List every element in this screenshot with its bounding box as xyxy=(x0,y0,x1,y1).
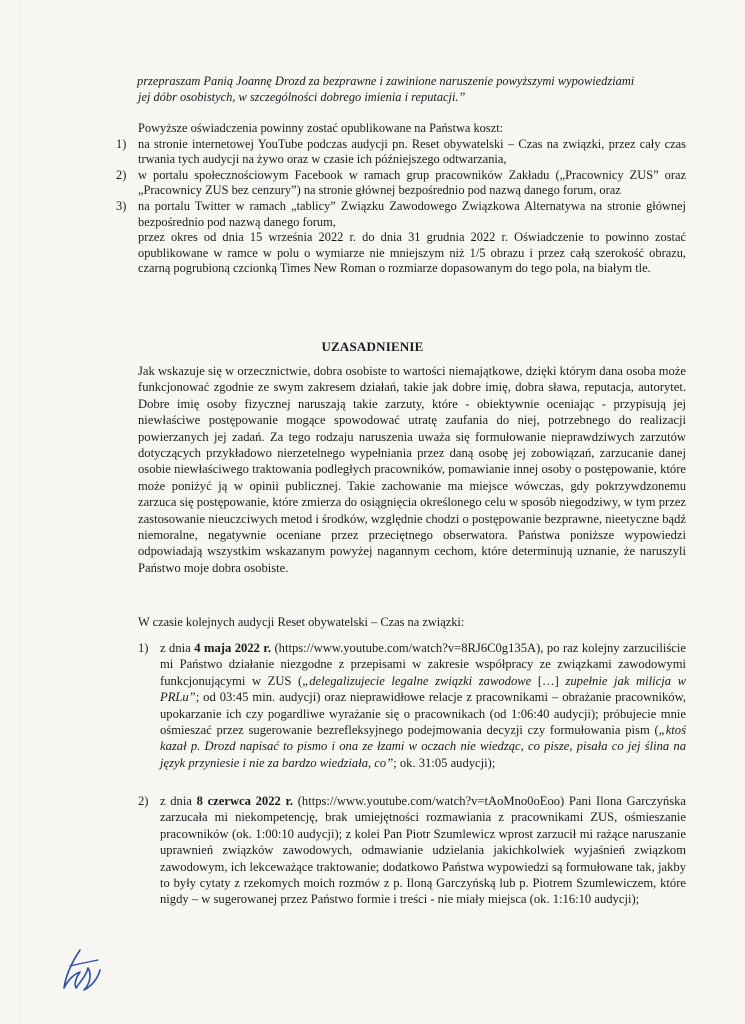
publication-list xyxy=(116,137,686,231)
audit-text: z dnia xyxy=(160,794,197,808)
audit-date: 8 czerwca 2022 r. xyxy=(196,794,294,808)
justification-paragraph: Jak wskazuje się w orzecznictwie, dobra osobiste to wartości niemajątkowe, dzięki którym dana osoba może funkcjonować zgodnie ze swym zakresem działań, takie jak dobre imię, dobra sława, reputacja, autorytet. Dobre imię osoby fizycznej naruszają takie zarzuty, które - obiektywnie oceniając - przypisują jej niewłaściwe postępowanie mogące spowodować utratę zaufania do niej, potrzebnego do realizacji powierzanych jej zadań. Za tego rodzaju naruszenia uważa się formułowanie nieprawdziwych zarzutów dotyczących przykładowo nierzetelnego wypełniania przez daną osobę jej zobowiązań, zarzucanie danej osobie niewłaściwego traktowania podległych pracowników, pomawianie innej osoby o postępowanie, które może poniżyć ją w opinii publicznej. Takie zachowanie ma miejsce wówczas, gdy pokrzywdzonemu zarzuca się postępowanie, które zmierza do osiągnięcia określonego celu w sposób niegodziwy, w tym przez zastosowanie nieuczciwych metod i środków, względnie chodzi o postępowanie bezprawne, nieetyczne bądź niemoralne, negatywnie oceniane przez przeciętnego obserwatora. Państwa poniższe wypowiedzi odpowiadają wszystkim wskazanym powyżej nagannym cechom, które determinują uznanie, że naruszyli Państwo moje dobra osobiste. xyxy=(138,364,686,575)
audit-text: ; od 03:45 min. audycji) oraz nieprawidłowe relacje z pracownikami – obrażanie pracowników, upokarzanie ich czy pogardliwe wyrażanie się o pracownikach (od 1:06:40 audycji); próbujecie mnie ośmieszać przez sugerowanie bezrefleksyjnego podejmowania decyzji czy formułowania pism ( xyxy=(160,690,686,738)
handwritten-signature-icon xyxy=(58,944,118,994)
section-heading: UZASADNIENIE xyxy=(321,339,424,354)
list-item xyxy=(116,168,686,199)
list-item-number: 3) xyxy=(116,198,127,213)
audit-quote: „delegalizujecie legalne związki zawodowe xyxy=(302,673,532,688)
audit-quote: zupełnie jak milicja w PRLu” xyxy=(160,673,687,705)
audit-quote: „ktoś kazał p. Drozd napisać to pismo i ona ze łzami w oczach nie wiedząc, co pisze, pisała co jej ślina na język przyniesie i nie za bardzo wiedziała, co” xyxy=(160,723,686,770)
publication-requirements xyxy=(116,121,686,277)
list-item xyxy=(116,137,686,168)
audit-text: (https://www.youtube.com/watch?v=tAoMno0oEoo) Pani Ilona Garczyńska zarzucała mi niekompetencję, brak umiejętności rozmawiania z pracownikami ZUS, ośmieszanie pracowników (ok. 1:00:10 audycji); z kolei Pan Piotr Szumlewicz wprost zarzucił mi rażące naruszanie uprawnień związków zawodowych, odmawianie udzielania jakichkolwiek wyjaśnień związkom zawodowym, ich lekceważące traktowanie; dodatkowo Państwa wypowiedzi są formułowane tak, jakby to były cytaty z rzekomych moich rozmów z p. Iloną Garczyńską lub p. Piotrem Szumlewiczem, które nigdy – w sugerowanej przez Państwo formie i treści - nie miały miejsca (ok. 1:16:10 audycji); xyxy=(160,794,686,907)
list-item-number: 2) xyxy=(116,167,127,182)
list-item-number: 1) xyxy=(116,136,127,151)
apology-quote xyxy=(138,74,686,105)
publication-lead: Powyższe oświadczenia powinny zostać opublikowane na Państwa koszt: xyxy=(138,121,504,135)
list-item xyxy=(116,199,686,230)
audit-text: z dnia xyxy=(160,641,195,655)
apology-quote-line-2: jej dóbr osobistych, w szczególności dobrego imienia i reputacji.” xyxy=(138,89,466,104)
audit-date: 4 maja 2022 r. xyxy=(194,641,271,655)
apology-quote-line-1: przepraszam Panią Joannę Drozd za bezprawne i zawinione naruszenie powyższymi wypowiedziami xyxy=(137,74,635,88)
list-item-text: na portalu Twitter w ramach „tablicy” Związku Zawodowego Związkowa Alternatywa na stronie głównej bezpośrednio pod nazwą danego forum, xyxy=(138,198,686,229)
list-item-number: 2) xyxy=(138,794,149,808)
list-item-text: w portalu społecznościowym Facebook w ramach grup pracowników Zakładu („Pracownicy ZUS” oraz „Pracownicy ZUS bez cenzury”) na stronie głównej bezpośrednio pod nazwą danego forum, oraz xyxy=(138,167,686,198)
list-item-text: na stronie internetowej YouTube podczas audycji pn. Reset obywatelski – Czas na związki, przez cały czas trwania tych audycji na żywo oraz w czasie ich późniejszego odtwarzania, xyxy=(138,136,686,167)
audit-text: […] xyxy=(531,673,566,688)
audit-text: (https://www.youtube.com/watch?v=8RJ6C0g135A), po raz kolejny zarzuciliście mi Państwo działanie niezgodne z przepisami w zakresie współpracy ze związkami zawodowymi funkcjonującymi w ZUS ( xyxy=(160,641,686,688)
audit-item-2 xyxy=(138,793,686,908)
audits-lead: W czasie kolejnych audycji Reset obywatelski – Czas na związki: xyxy=(138,615,465,629)
list-item-number: 1) xyxy=(138,641,149,655)
audit-item-1 xyxy=(138,640,687,771)
scan-artifact xyxy=(20,0,21,1024)
audit-text: ; ok. 31:05 audycji); xyxy=(393,755,496,770)
publication-period: przez okres od dnia 15 września 2022 r. do dnia 31 grudnia 2022 r. Oświadczenie to powinno zostać opublikowane w ramce w polu o wymiarze nie mniejszym niż 1/5 obrazu i przez całą szerokość obrazu, czarną pogrubioną czcionką Times New Roman o rozmiarze dopasowanym do tego pola, na białym tle. xyxy=(138,230,686,276)
